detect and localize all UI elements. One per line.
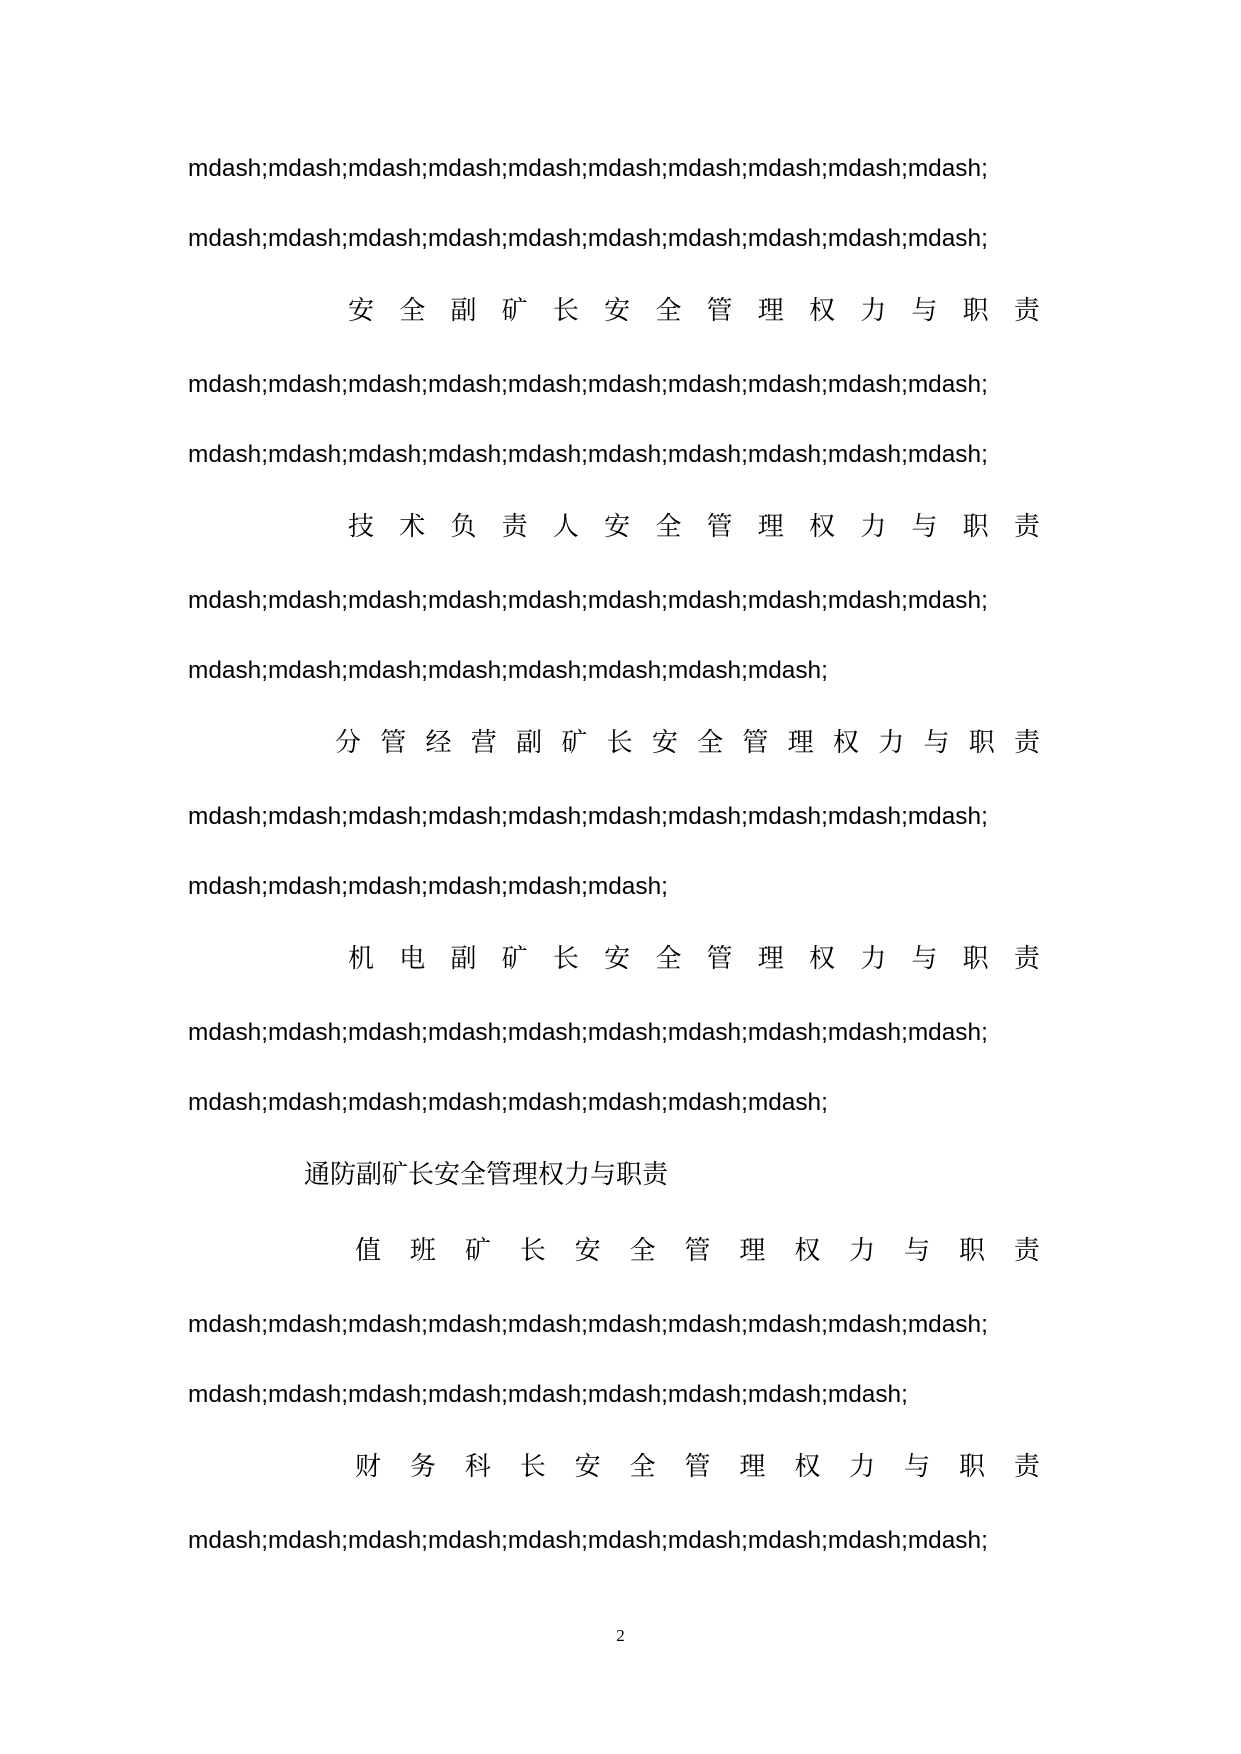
heading-char: 长 (552, 296, 579, 326)
heading-char: 责 (501, 512, 528, 542)
heading-char: 职 (958, 1236, 985, 1266)
heading-char: 电 (399, 944, 426, 974)
section-heading-ventilation-deputy: 通防副矿长安全管理权力与职责 (304, 1160, 669, 1190)
heading-char: 管 (380, 728, 407, 758)
page-number: 2 (616, 1626, 625, 1645)
heading-char: 权 (794, 1452, 821, 1482)
dash-line: mdash;mdash;mdash;mdash;mdash;mdash;mdash;mdash;mdash;mdash; (188, 441, 988, 468)
dash-line: mdash;mdash;mdash;mdash;mdash;mdash;mdash;mdash; (188, 1089, 828, 1116)
heading-char: 财 (355, 1452, 382, 1482)
heading-char: 力 (860, 296, 887, 326)
heading-char: 与 (911, 296, 938, 326)
dash-line: mdash;mdash;mdash;mdash;mdash;mdash;mdash;mdash;mdash;mdash; (188, 587, 988, 614)
heading-char: 安 (574, 1452, 601, 1482)
heading-char: 安 (604, 944, 631, 974)
heading-char: 全 (629, 1452, 656, 1482)
heading-char: 安 (574, 1236, 601, 1266)
heading-char: 责 (1013, 1236, 1040, 1266)
heading-char: 负 (450, 512, 477, 542)
heading-char: 职 (968, 728, 995, 758)
heading-char: 值 (355, 1236, 382, 1266)
heading-char: 力 (849, 1452, 876, 1482)
dash-line: mdash;mdash;mdash;mdash;mdash;mdash;mdash;mdash;mdash;mdash; (188, 225, 988, 252)
section-heading-technical-lead (348, 510, 1040, 544)
heading-char: 长 (519, 1236, 546, 1266)
heading-char: 安 (604, 296, 631, 326)
heading-char: 长 (519, 1452, 546, 1482)
heading-char: 分 (335, 728, 362, 758)
heading-char: 理 (739, 1236, 766, 1266)
heading-char: 矿 (464, 1236, 491, 1266)
section-heading-duty-manager (355, 1234, 1040, 1268)
heading-char: 全 (655, 296, 682, 326)
heading-char: 力 (860, 512, 887, 542)
section-heading-safety-deputy (348, 294, 1040, 328)
heading-char: 副 (450, 296, 477, 326)
dash-line: mdash;mdash;mdash;mdash;mdash;mdash;mdash;mdash;mdash;mdash; (188, 803, 988, 830)
section-heading-operations-deputy (335, 726, 1040, 760)
heading-char: 与 (904, 1452, 931, 1482)
heading-char: 理 (787, 728, 814, 758)
heading-char: 职 (962, 944, 989, 974)
heading-char: 责 (1013, 296, 1040, 326)
heading-char: 理 (757, 296, 784, 326)
heading-char: 管 (742, 728, 769, 758)
dash-line: mdash;mdash;mdash;mdash;mdash;mdash;mdash;mdash;mdash; (188, 1381, 908, 1408)
heading-char: 权 (794, 1236, 821, 1266)
heading-char: 权 (808, 296, 835, 326)
heading-char: 矿 (561, 728, 588, 758)
heading-char: 与 (911, 512, 938, 542)
section-heading-finance-chief (355, 1450, 1040, 1484)
heading-char: 全 (655, 512, 682, 542)
dash-line: mdash;mdash;mdash;mdash;mdash;mdash;mdash;mdash;mdash;mdash; (188, 155, 988, 182)
section-heading-electromechanical-deputy (348, 942, 1040, 976)
heading-char: 力 (878, 728, 905, 758)
heading-char: 管 (684, 1452, 711, 1482)
heading-char: 科 (464, 1452, 491, 1482)
heading-char: 全 (697, 728, 724, 758)
heading-char: 务 (409, 1452, 436, 1482)
dash-line: mdash;mdash;mdash;mdash;mdash;mdash;mdash;mdash;mdash;mdash; (188, 371, 988, 398)
dash-line: mdash;mdash;mdash;mdash;mdash;mdash;mdash;mdash;mdash;mdash; (188, 1311, 988, 1338)
heading-char: 全 (399, 296, 426, 326)
heading-char: 管 (706, 296, 733, 326)
heading-char: 管 (706, 512, 733, 542)
heading-char: 责 (1013, 728, 1040, 758)
heading-char: 全 (629, 1236, 656, 1266)
dash-line: mdash;mdash;mdash;mdash;mdash;mdash;mdash;mdash; (188, 657, 828, 684)
heading-char: 管 (684, 1236, 711, 1266)
heading-char: 全 (655, 944, 682, 974)
heading-char: 权 (808, 944, 835, 974)
heading-char: 人 (552, 512, 579, 542)
heading-char: 与 (904, 1236, 931, 1266)
heading-char: 技 (348, 512, 375, 542)
heading-char: 理 (757, 512, 784, 542)
heading-char: 副 (516, 728, 543, 758)
heading-char: 力 (849, 1236, 876, 1266)
dash-line: mdash;mdash;mdash;mdash;mdash;mdash;mdash;mdash;mdash;mdash; (188, 1019, 988, 1046)
heading-char: 营 (470, 728, 497, 758)
heading-char: 副 (450, 944, 477, 974)
heading-char: 力 (860, 944, 887, 974)
heading-char: 管 (706, 944, 733, 974)
heading-char: 职 (958, 1452, 985, 1482)
heading-char: 与 (911, 944, 938, 974)
heading-char: 责 (1013, 1452, 1040, 1482)
heading-char: 责 (1013, 512, 1040, 542)
heading-char: 班 (409, 1236, 436, 1266)
heading-char: 与 (923, 728, 950, 758)
heading-char: 矿 (501, 944, 528, 974)
heading-char: 机 (348, 944, 375, 974)
dash-line: mdash;mdash;mdash;mdash;mdash;mdash;mdash;mdash;mdash;mdash; (188, 1527, 988, 1554)
heading-char: 职 (962, 512, 989, 542)
heading-char: 职 (962, 296, 989, 326)
heading-char: 安 (348, 296, 375, 326)
heading-char: 长 (606, 728, 633, 758)
heading-char: 安 (604, 512, 631, 542)
heading-char: 矿 (501, 296, 528, 326)
heading-char: 经 (425, 728, 452, 758)
heading-char: 长 (552, 944, 579, 974)
heading-char: 理 (739, 1452, 766, 1482)
heading-char: 权 (832, 728, 859, 758)
heading-char: 术 (399, 512, 426, 542)
heading-char: 权 (808, 512, 835, 542)
heading-char: 责 (1013, 944, 1040, 974)
heading-char: 理 (757, 944, 784, 974)
dash-line: mdash;mdash;mdash;mdash;mdash;mdash; (188, 873, 668, 900)
heading-char: 安 (651, 728, 678, 758)
